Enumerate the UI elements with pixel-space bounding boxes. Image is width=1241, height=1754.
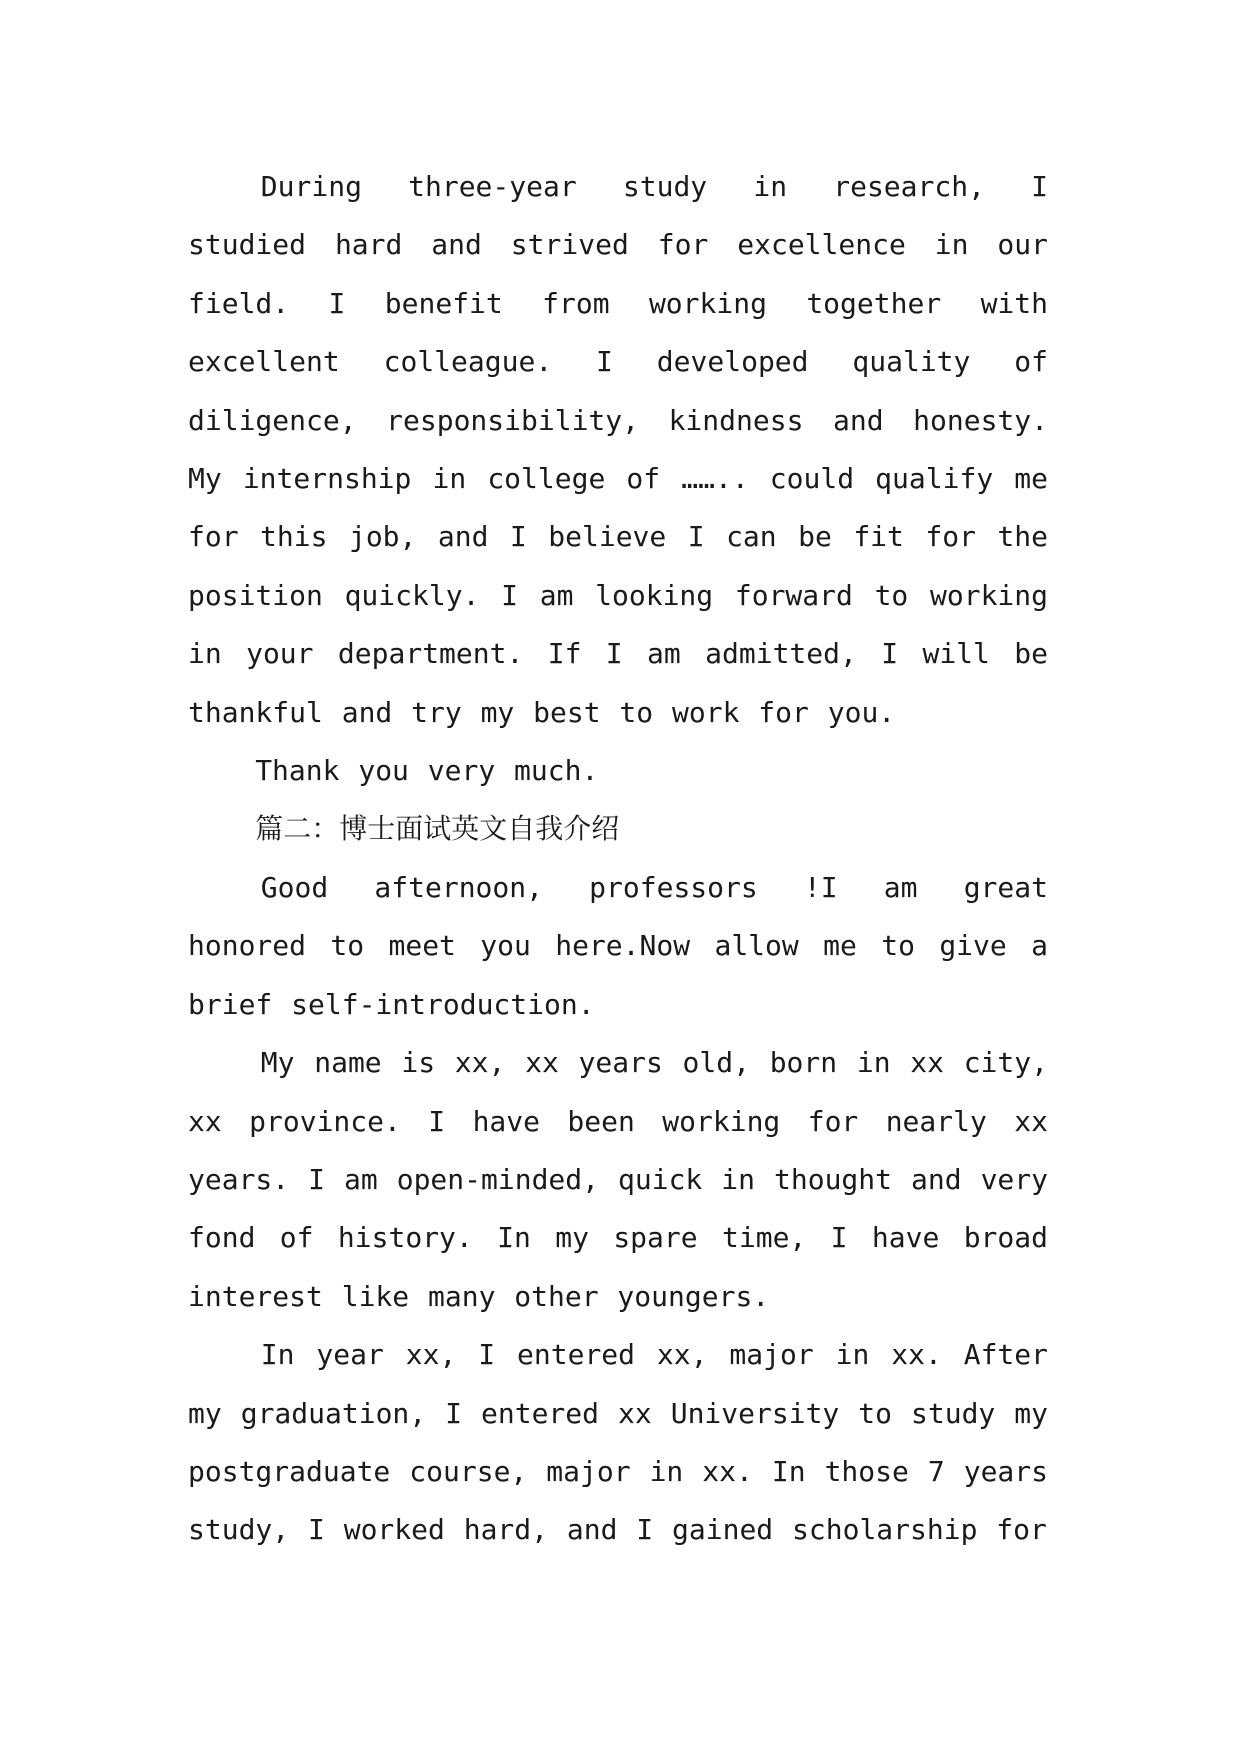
paragraph-research-study: During three-year study in research, I studied hard and strived for excellence in our field. I benefit from working together with excellent colleague. I developed quality of diligence, responsibility, kindness and honesty. My internship in college of …….. could qualify me for this job, and I believe I can be fit for the position quickly. I am looking forward to working in your department. If I am admitted, I will be thankful and try my best to work for you. <box>188 170 1048 729</box>
paragraph-education: In year xx, I entered xx, major in xx. After my graduation, I entered xx University to study my postgraduate course, major in xx. In those 7 years study, I worked hard, and I gained scholarship for <box>188 1338 1048 1547</box>
paragraph-thank-you: Thank you very much. <box>255 754 599 788</box>
paragraph-personal-info: My name is xx, xx years old, born in xx city, xx province. I have been working for nearly xx years. I am open-minded, quick in thought and very fond of history. In my spare time, I have broad interest like many other youngers. <box>188 1046 1048 1313</box>
section-heading: 篇二：博士面试英文自我介绍 <box>255 812 620 846</box>
paragraph-greeting: Good afternoon, professors !I am great honored to meet you here.Now allow me to give a brief self-introduction. <box>188 870 1048 1021</box>
body-text <box>188 158 1048 1560</box>
